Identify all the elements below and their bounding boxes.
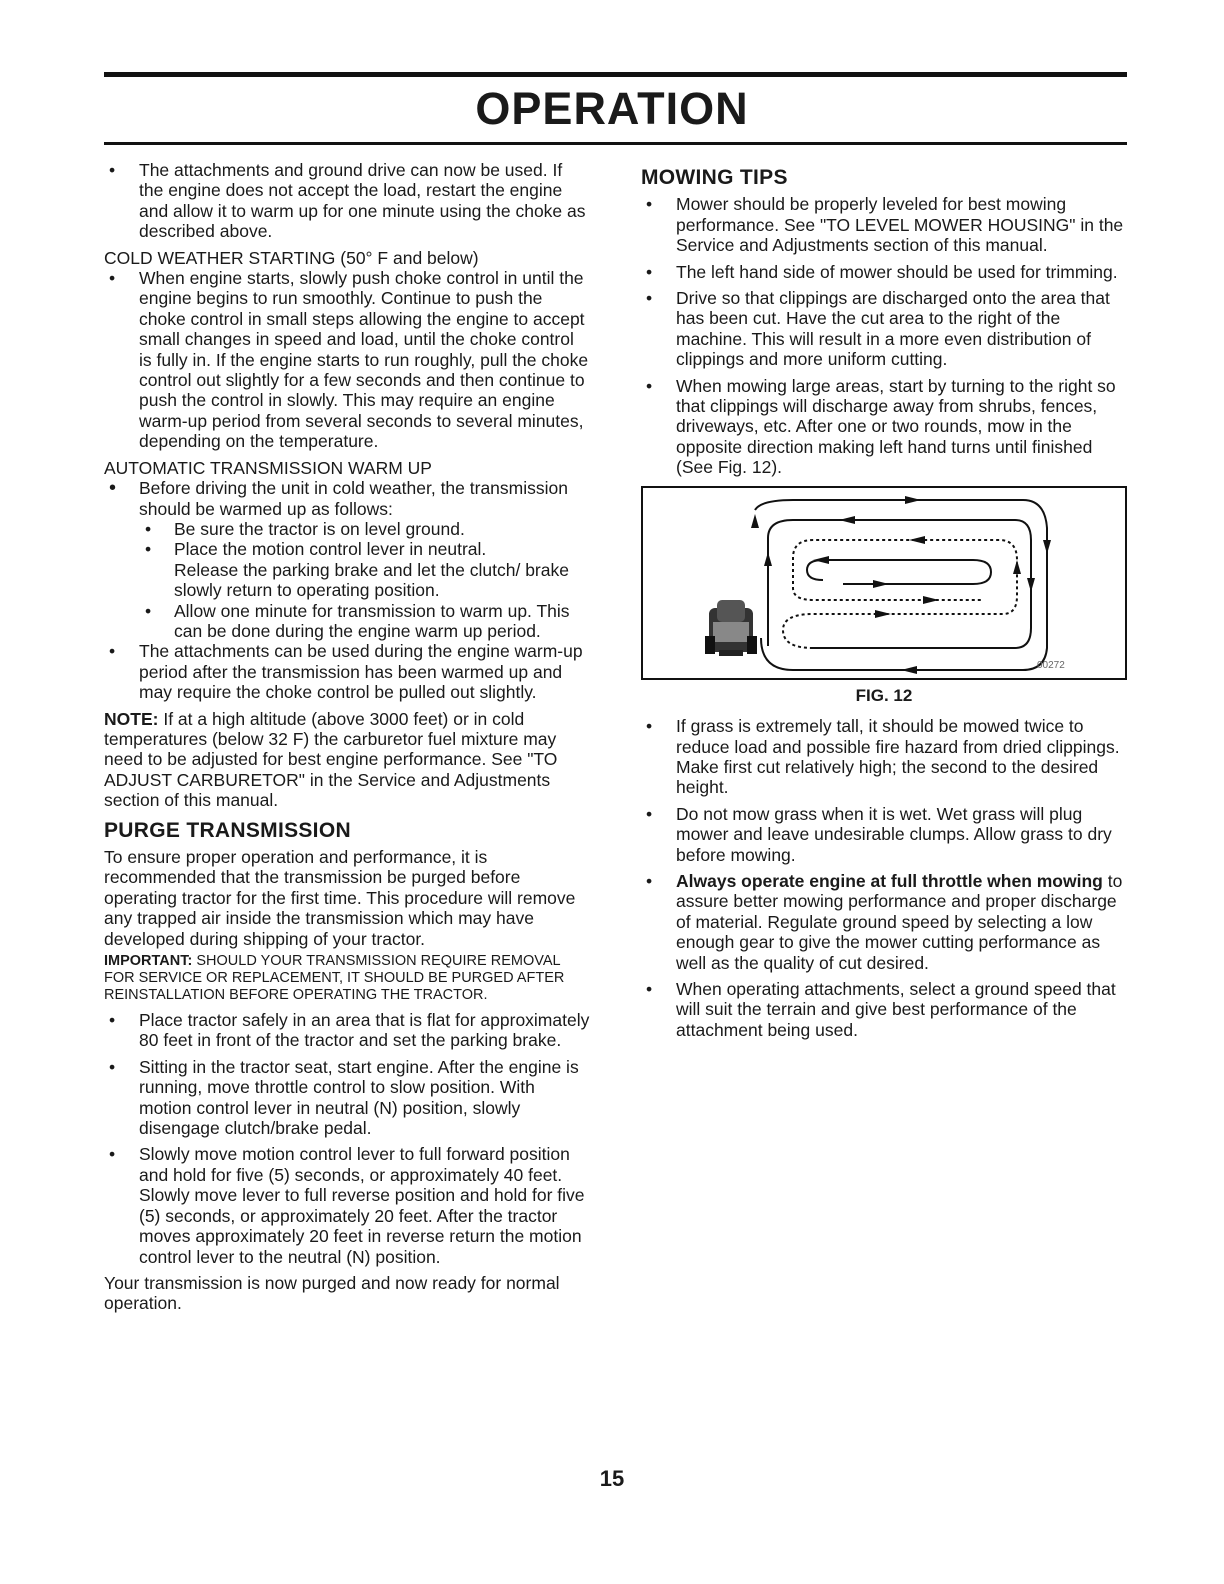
arrow-icon	[1013, 560, 1021, 574]
page-title: OPERATION	[475, 83, 749, 134]
purge-heading: PURGE TRANSMISSION	[104, 818, 351, 842]
header-rule-top	[104, 72, 1127, 77]
arrow-icon	[905, 496, 921, 504]
right-column	[641, 168, 1127, 1040]
auto-sub-item: • Place the motion control lever in neutral.	[104, 539, 590, 559]
arrow-icon	[875, 610, 891, 618]
note-label: NOTE:	[104, 708, 159, 729]
mowing-pattern-diagram	[643, 488, 1125, 678]
mowing-tip: • Drive so that clippings are discharged onto the area that has been cut. Have the cut area to the right of the machine. This will result in a more even distribution of clippings and more uniform cutting.	[641, 288, 1127, 370]
mowing-tip: • The left hand side of mower should be used for trimming.	[641, 262, 1127, 282]
mowing-tip: • If grass is extremely tall, it should be mowed twice to reduce load and possible fire hazard from dried clippings. Make first cut relatively high; the second to the desired height.	[641, 716, 1127, 798]
inner-path	[807, 560, 991, 584]
auto-transmission-bullet: • Before driving the unit in cold weather, the transmission should be warmed up as follows:	[104, 478, 590, 519]
arrow-icon	[1027, 578, 1035, 592]
important-label: IMPORTANT:	[104, 953, 193, 970]
purge-step: • Sitting in the tractor seat, start engine. After the engine is running, move throttle control to slow position. With motion control lever in neutral (N) position, slowly disengage clutch/brake pedal.	[104, 1057, 590, 1139]
auto-transmission-heading: AUTOMATIC TRANSMISSION WARM UP	[104, 457, 432, 478]
purge-step: • Slowly move motion control lever to full forward position and hold for five (5) seconds, or approximately 40 feet. Slowly move lever to full reverse position and hold for five (5) seconds, or approximately 20 feet. After the tractor moves approximately 20 feet in reverse return the motion control lever to the neutral (N) position.	[104, 1144, 590, 1266]
important-paragraph	[104, 953, 590, 1004]
page-number: 15	[599, 1466, 625, 1491]
arrow-icon	[751, 514, 759, 528]
tractor-icon	[705, 600, 757, 656]
important-text: SHOULD YOUR TRANSMISSION REQUIRE REMOVAL FOR SERVICE OR REPLACEMENT, IT SHOULD BE PURGED AFTER REINSTALLATION BEFORE OPERATING THE TRACTOR.	[104, 953, 565, 1004]
throttle-bold: Always operate engine at full throttle when mowing	[676, 870, 1103, 891]
purge-closing: Your transmission is now purged and now ready for normal operation.	[104, 1272, 560, 1314]
throttle-tip	[641, 871, 1127, 973]
arrow-icon	[1043, 540, 1051, 554]
auto-sub-item: • Allow one minute for transmission to warm up. This can be done during the engine warm up period.	[104, 601, 590, 642]
arrow-icon	[839, 516, 855, 524]
mowing-tip: • When operating attachments, select a ground speed that will suit the terrain and give best performance of the attachment being used.	[641, 979, 1127, 1040]
mowing-tip: • When mowing large areas, start by turning to the right so that clippings will discharge away from shrubs, fences, driveways, etc. After one or two rounds, mow in the opposite direction making left hand turns until finished (See Fig. 12).	[641, 376, 1127, 478]
arrow-icon	[901, 666, 917, 674]
figure-code: 00272	[1037, 659, 1065, 671]
throttle-rest: to assure better mowing performance and proper discharge of material. Regulate ground speed by selecting a low enough gear to give the mower cutting performance as well as the quality of cut desired.	[676, 870, 1123, 973]
mowing-tips-heading: MOWING TIPS	[641, 166, 788, 189]
purge-intro: To ensure proper operation and performance, it is recommended that the transmission be purged before operating tractor for the first time. This procedure will remove any trapped air inside the transmission which may have developed during shipping of your tractor.	[104, 847, 576, 949]
intro-bullet: • The attachments and ground drive can now be used. If the engine does not accept the load, restart the engine and allow it to warm up for one minute using the choke as described above.	[104, 160, 590, 242]
arrow-icon	[873, 580, 889, 588]
cold-weather-bullet: • When engine starts, slowly push choke control in until the engine begins to run smoothly. Continue to push the choke control in small steps allowing the engine to accept small changes in speed and load, until the choke control is fully in. If the engine starts to run roughly, pull the choke control out slightly for a few seconds and then continue to push the control in slowly. This may require an engine warm-up period from several seconds to several minutes, depending on the temperature.	[104, 268, 590, 452]
auto-sub-item: • Be sure the tractor is on level ground.	[104, 519, 590, 539]
left-column	[104, 160, 590, 1314]
purge-step: • Place tractor safely in an area that is flat for approximately 80 feet in front of the tractor and set the parking brake.	[104, 1010, 590, 1051]
cold-weather-heading: COLD WEATHER STARTING (50° F and below)	[104, 247, 479, 268]
note-text: If at a high altitude (above 3000 feet) or in cold temperatures (below 32 F) the carburetor fuel mixture may need to be adjusted for best engine performance. See "TO ADJUST CARBURETOR" in the Service and Adjustments section of this manual.	[104, 708, 558, 811]
attachments-warmup-bullet: • The attachments can be used during the engine warm-up period after the transmission has been warmed up and may require the choke control be pulled out slightly.	[104, 641, 590, 702]
mowing-pattern-figure	[641, 486, 1127, 680]
figure-caption: FIG. 12	[855, 685, 913, 705]
note-paragraph	[104, 709, 590, 811]
mowing-tip: • Do not mow grass when it is wet. Wet grass will plug mower and leave undesirable clumps. Allow grass to dry before mowing.	[641, 804, 1127, 865]
auto-sub-continuation: Release the parking brake and let the clutch/ brake slowly return to operating position.	[174, 559, 569, 601]
arrow-icon	[909, 536, 925, 544]
mowing-tip: • Mower should be properly leveled for best mowing performance. See "TO LEVEL MOWER HOUSING" in the Service and Adjustments section of this manual.	[641, 194, 1127, 255]
third-path	[783, 540, 1017, 648]
arrow-icon	[764, 552, 772, 566]
header-rule-bottom	[104, 142, 1127, 145]
arrow-icon	[813, 556, 829, 564]
arrow-icon	[923, 596, 939, 604]
